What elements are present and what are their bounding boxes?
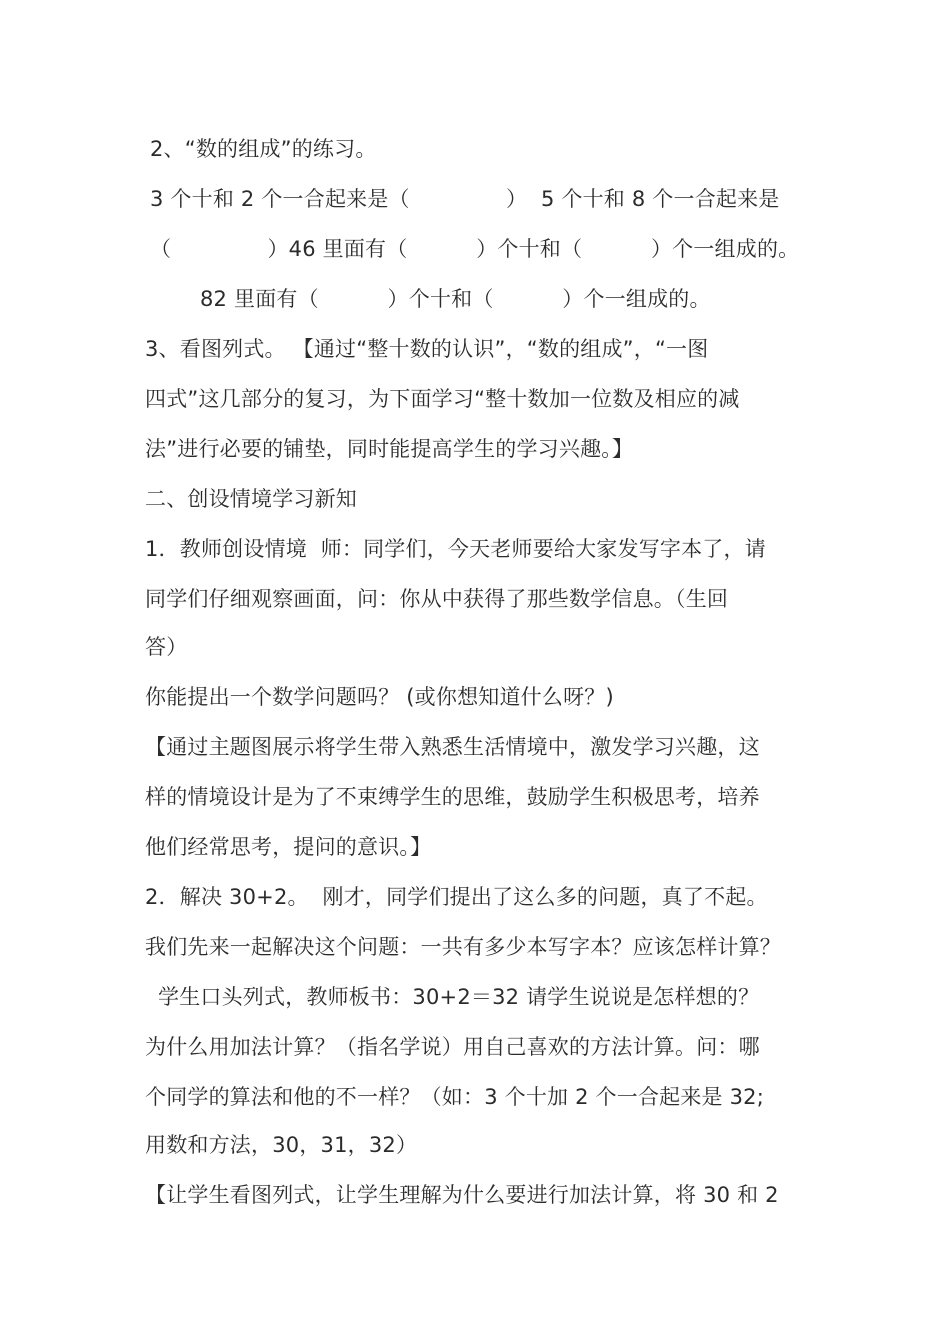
paragraph-line: 学生口头列式，教师板书：30+2＝32 请学生说说是怎样想的？ <box>158 985 760 1009</box>
paragraph-line: 你能提出一个数学问题吗？ (或你想知道什么呀？) <box>145 685 614 709</box>
paragraph-line: 同学们仔细观察画面，问：你从中获得了那些数学信息。（生回 <box>145 587 729 611</box>
section-heading-new-knowledge: 二、创设情境学习新知 <box>145 487 357 511</box>
paragraph-line: 他们经常思考，提问的意识。】 <box>145 835 432 859</box>
paragraph-line: 【通过主题图展示将学生带入熟悉生活情境中，激发学习兴趣，这 <box>145 735 760 759</box>
paragraph-line: 我们先来一起解决这个问题：一共有多少本写字本？应该怎样计算？ <box>145 935 781 959</box>
paragraph-line: 用数和方法，30，31，32） <box>145 1133 418 1157</box>
paragraph-line: 样的情境设计是为了不束缚学生的思维，鼓励学生积极思考，培养 <box>145 785 760 809</box>
paragraph-line: 为什么用加法计算？（指名学说）用自己喜欢的方法计算。问：哪 <box>145 1035 760 1059</box>
paragraph-line: 3、看图列式。 【通过“整十数的认识”，“数的组成”，“一图 <box>145 337 709 361</box>
exercise-line: 3 个十和 2 个一合起来是（ ） 5 个十和 8 个一合起来是 <box>150 187 780 211</box>
paragraph-line: 答） <box>145 635 188 659</box>
exercise-line: （ ）46 里面有（ ）个十和（ ）个一组成的。 <box>150 237 800 261</box>
paragraph-line: 四式”这几部分的复习，为下面学习“整十数加一位数及相应的减 <box>145 387 740 411</box>
paragraph-line: 【让学生看图列式，让学生理解为什么要进行加法计算，将 30 和 2 <box>145 1183 779 1207</box>
paragraph-line: 法”进行必要的铺垫，同时能提高学生的学习兴趣。】 <box>145 437 634 461</box>
paragraph-line: 2．解决 30+2。 刚才，同学们提出了这么多的问题，真了不起。 <box>145 885 768 909</box>
paragraph-line: 个同学的算法和他的不一样？（如：3 个十加 2 个一合起来是 32; <box>145 1085 765 1109</box>
exercise-line: 82 里面有（ ）个十和（ ）个一组成的。 <box>200 287 711 311</box>
paragraph-line: 1．教师创设情境 师：同学们，今天老师要给大家发写字本了，请 <box>145 537 766 561</box>
section-heading-composition: 2、“数的组成”的练习。 <box>150 137 377 161</box>
